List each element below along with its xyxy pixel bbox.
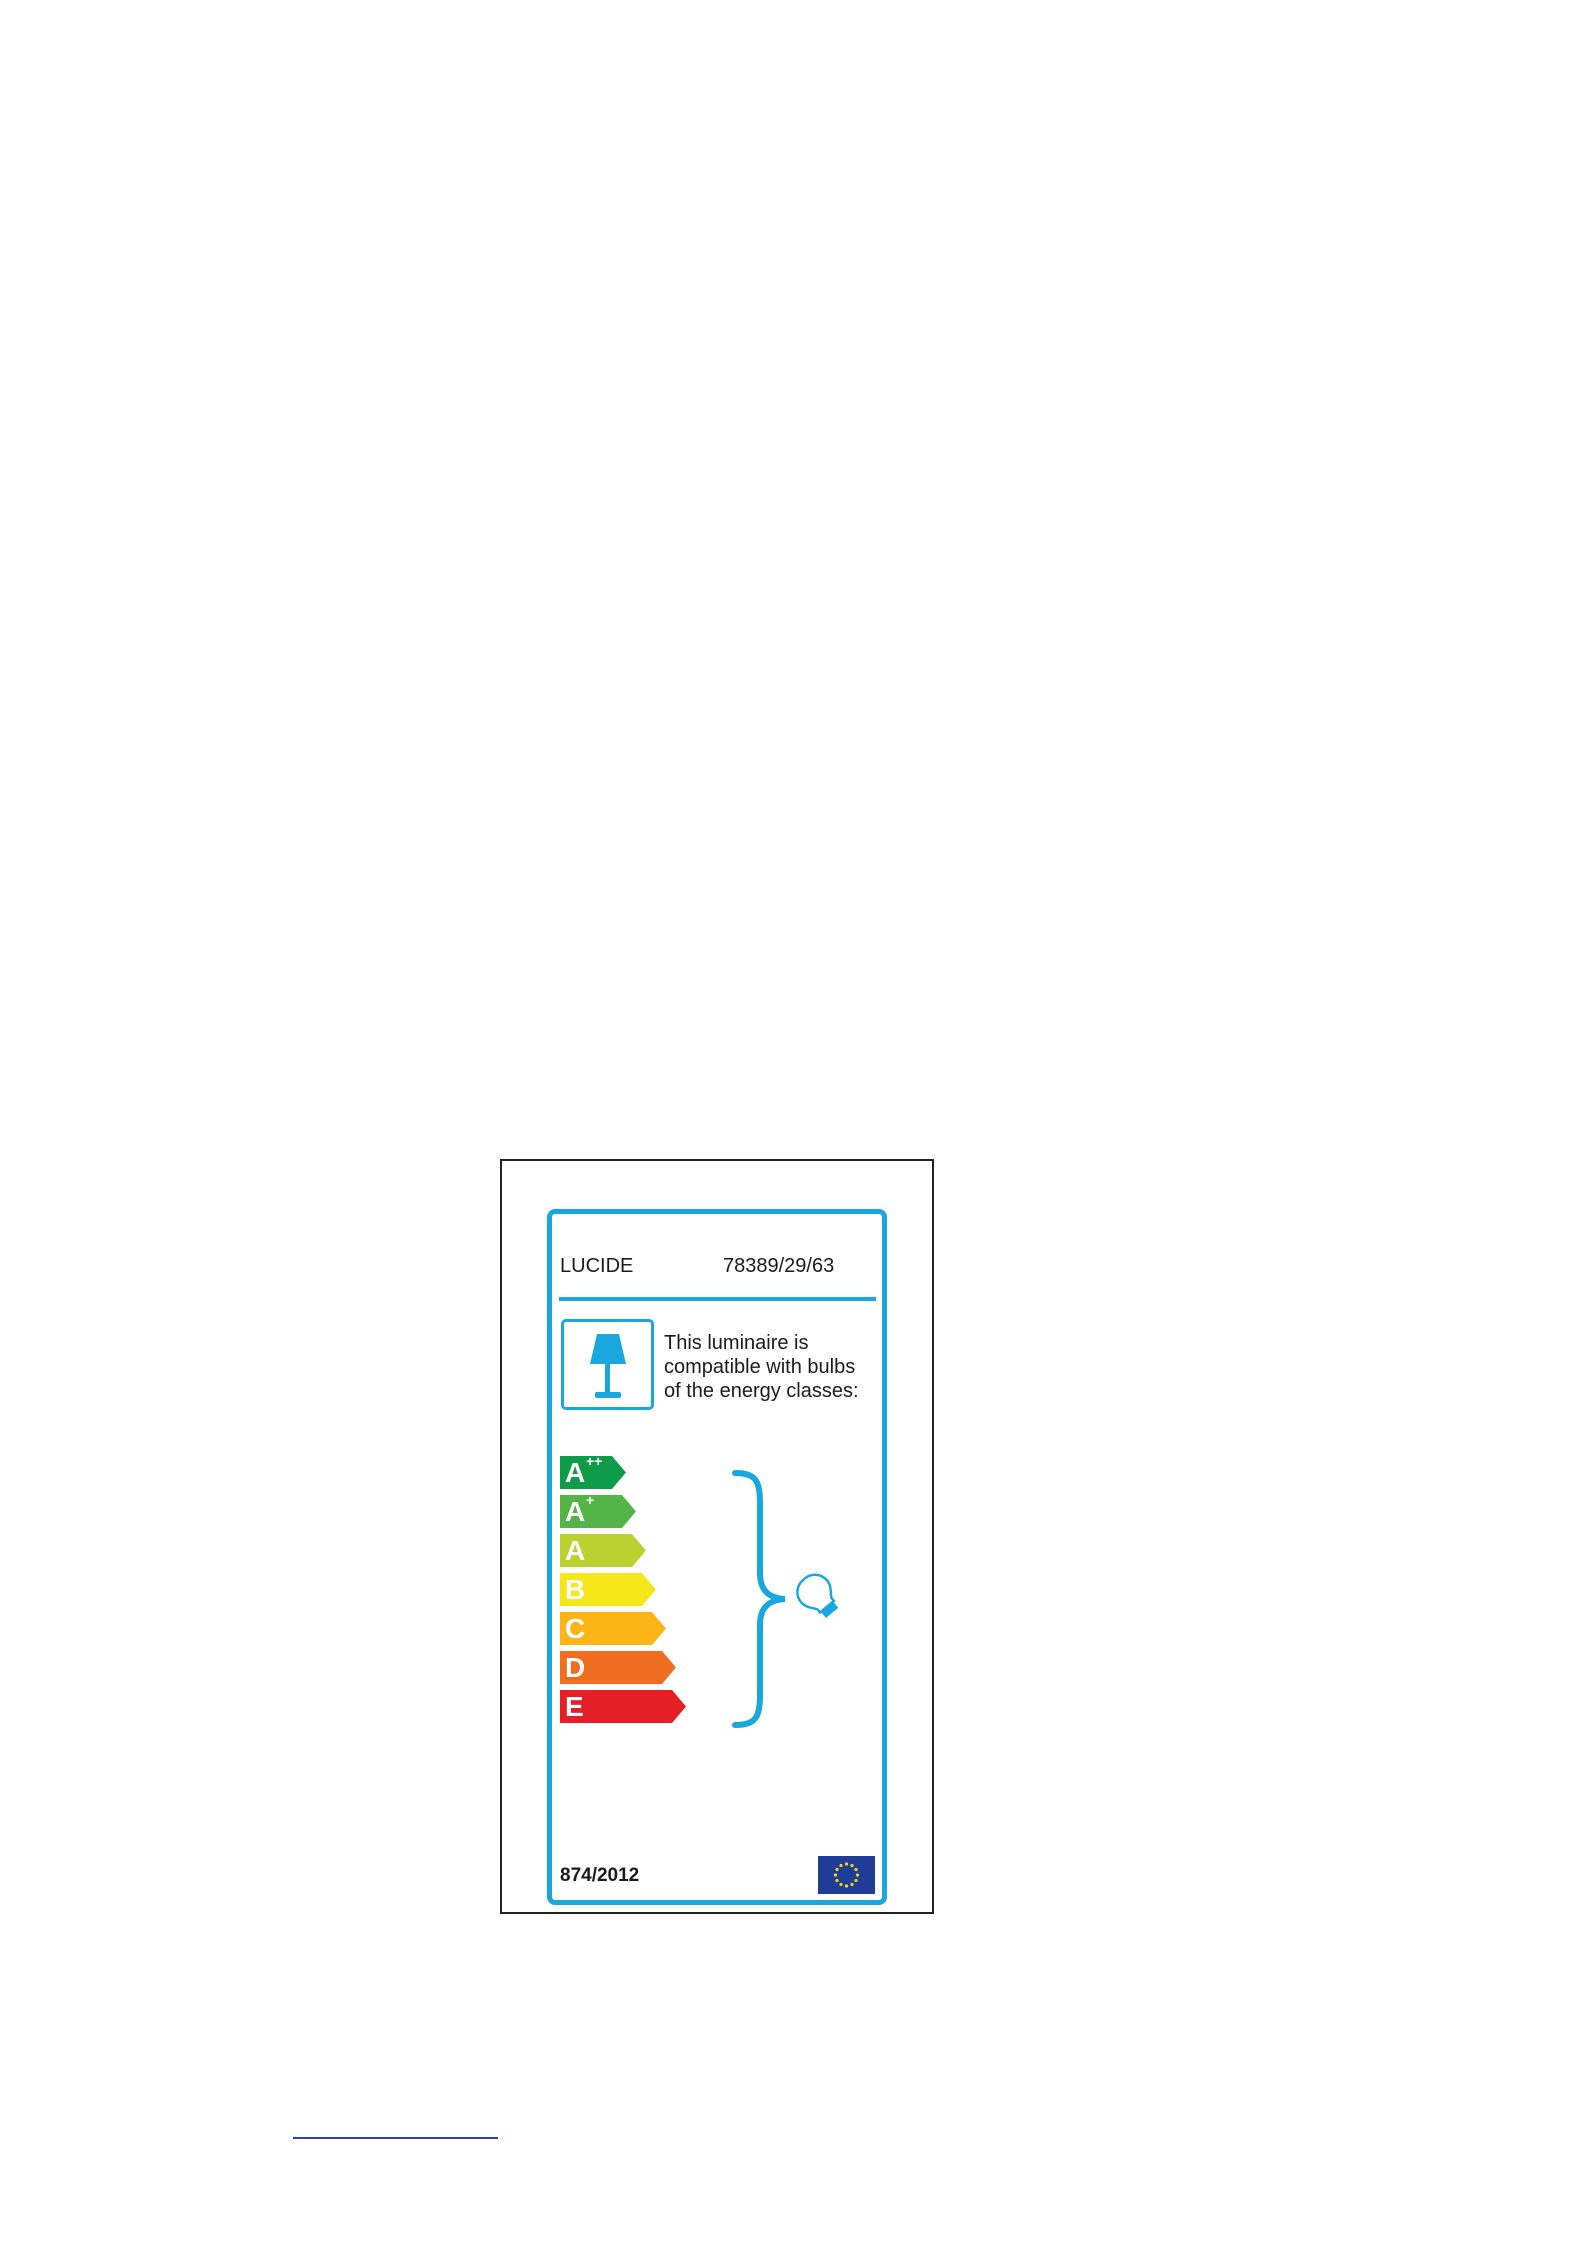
label-header bbox=[560, 1255, 876, 1285]
energy-class-letter: D bbox=[565, 1652, 586, 1683]
energy-class-letter: B bbox=[565, 1574, 586, 1605]
energy-class-sup: ++ bbox=[586, 1453, 603, 1469]
energy-class-letter: A bbox=[565, 1535, 586, 1566]
compatibility-line-1: This luminaire is bbox=[664, 1332, 809, 1354]
model-number: 78389/29/63 bbox=[723, 1255, 835, 1277]
curly-brace-icon bbox=[730, 1468, 790, 1730]
energy-class-letter: C bbox=[565, 1613, 586, 1644]
energy-class-letter: E bbox=[565, 1691, 584, 1722]
table-lamp-icon bbox=[561, 1319, 654, 1410]
brand-name: LUCIDE bbox=[560, 1255, 634, 1277]
header-divider bbox=[559, 1297, 876, 1301]
energy-class-letter: A bbox=[565, 1496, 586, 1527]
footnote-separator-link[interactable] bbox=[293, 2137, 498, 2139]
energy-class-scale bbox=[560, 1453, 700, 1726]
compatibility-line-2: compatible with bulbs bbox=[664, 1356, 856, 1378]
light-bulb-icon bbox=[793, 1570, 843, 1622]
compatibility-text bbox=[664, 1331, 884, 1403]
eu-flag-icon bbox=[818, 1856, 875, 1894]
energy-class-sup: + bbox=[586, 1492, 595, 1508]
energy-class-letter: A bbox=[565, 1457, 586, 1488]
regulation-number: 874/2012 bbox=[560, 1865, 640, 1886]
compatibility-line-3: of the energy classes: bbox=[664, 1380, 859, 1402]
